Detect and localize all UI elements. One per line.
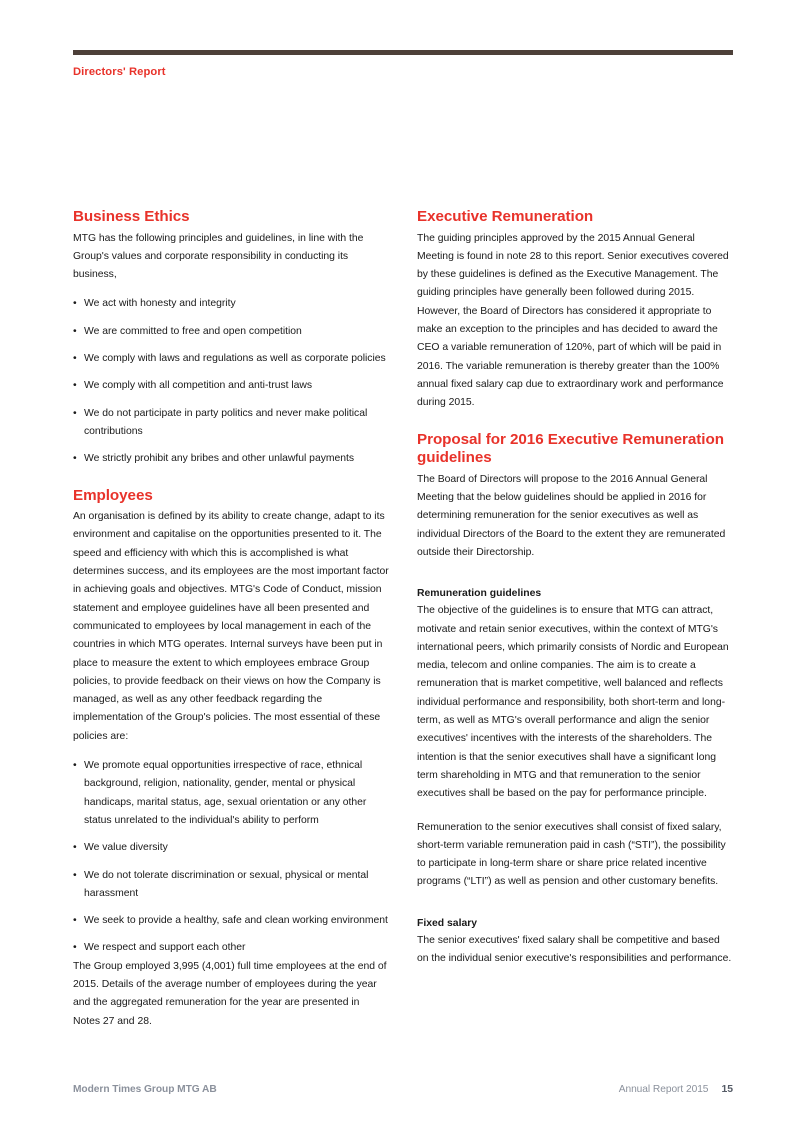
- list-item: [73, 867, 389, 904]
- fixed-salary-paragraph: The senior executives' fixed salary shall be competitive and based on the individual senior executive's responsibilities and performance.: [417, 934, 732, 964]
- business-ethics-bullet-list: [73, 295, 389, 468]
- page-footer: [73, 1084, 733, 1098]
- list-item-text: We strictly prohibit any bribes and other unlawful payments: [84, 453, 355, 465]
- bullet-point-icon: •: [73, 869, 77, 881]
- list-item: [73, 295, 389, 313]
- employees-intro-paragraph: An organisation is defined by its ability to create change, adapt to its environment and capitalise on the opportunities presented to it. The speed and efficiency with which this is accomplished is what determines success, and its employees are the most important factor in achieving goals and objectives. MTG's Code of Conduct, mission statement and employee guidelines have all been presented and communicated to employees by local management in each of the countries in which MTG operates. Internal surveys have been put in place to measure the extent to which employees embrace Group policies, to provide feedback on their views on how the Company is managed, as well as any other feedback regarding the implementation of the Group's policies. The most essential of these policies are:: [73, 511, 389, 742]
- bullet-point-icon: •: [73, 407, 77, 419]
- right-column: [417, 208, 733, 1031]
- footer-right-group: [619, 1084, 733, 1095]
- list-item: [73, 450, 389, 468]
- two-column-body: [73, 208, 733, 1031]
- list-item-text: We seek to provide a healthy, safe and clean working environment: [84, 915, 388, 927]
- list-item: [73, 839, 389, 857]
- remuneration-guidelines-paragraph-1: The objective of the guidelines is to ensure that MTG can attract, motivate and retain senior executives, within the context of MTG's international peers, which primarily consists of Nordic and European media, telecom and online companies. The aim is to create a remuneration that is market competitive, well balanced and reflects individual performance and responsibility, both short-term and long-term, as well as MTG's overall performance and align the senior executives' incentives with the interests of the shareholders. The intention is that the senior executives shall have a significant long term shareholding in MTG and that remuneration to the senior executives shall be based on the pay for performance principle.: [417, 605, 729, 800]
- bullet-point-icon: •: [73, 942, 77, 954]
- list-item: [73, 323, 389, 341]
- page-header-title: Directors' Report: [73, 66, 166, 78]
- bullet-point-icon: •: [73, 915, 77, 927]
- subheading-fixed-salary: Fixed salary: [417, 917, 478, 929]
- proposal-2016-paragraph: The Board of Directors will propose to the 2016 Annual General Meeting that the below guidelines should be applied in 2016 for determining remuneration for the senior executives as well as individual Directors of the Board to the extent they are remunerated outside their Directorship.: [417, 473, 726, 558]
- list-item: [73, 939, 389, 957]
- list-item-text: We comply with laws and regulations as well as corporate policies: [84, 353, 386, 365]
- bullet-point-icon: •: [73, 325, 77, 337]
- bullet-point-icon: •: [73, 380, 77, 392]
- list-item: [73, 757, 389, 830]
- executive-remuneration-paragraph: The guiding principles approved by the 2015 Annual General Meeting is found in note 28 to this report. Senior executives covered by these guidelines is defined as the Executive Management. The guiding principles have generally been followed during 2015. However, the Board of Directors has considered it appropriate to make an exception to the principles and has decided to award the CEO a variable remuneration of 120%, part of which will be paid in 2016. The variable remuneration is thereby greater than the 100% annual fixed salary cap due to extraordinary work and performance during 2015.: [417, 232, 729, 409]
- employees-closing-paragraph: The Group employed 3,995 (4,001) full time employees at the end of 2015. Details of the average number of employees during the year and the aggregated remuneration for the year are presented in Notes 27 and 28.: [73, 960, 387, 1027]
- section-heading-proposal-2016: Proposal for 2016 Executive Remuneration guidelines: [417, 430, 724, 467]
- bullet-point-icon: •: [73, 760, 77, 772]
- footer-page-number: 15: [721, 1084, 733, 1095]
- list-item-text: We promote equal opportunities irrespective of race, ethnical background, religion, nationality, gender, mental or physical handicaps, marital status, age, sexual orientation or any other status unrelated to the individual's ability to perform: [84, 760, 367, 826]
- bullet-point-icon: •: [73, 842, 77, 854]
- list-item-text: We comply with all competition and anti-trust laws: [84, 380, 313, 392]
- section-heading-business-ethics: Business Ethics: [73, 208, 190, 225]
- section-heading-employees: Employees: [73, 486, 153, 504]
- footer-company-name: Modern Times Group MTG AB: [73, 1084, 217, 1095]
- section-heading-executive-remuneration: Executive Remuneration: [417, 208, 594, 225]
- list-item: [73, 912, 389, 930]
- list-item-text: We respect and support each other: [84, 942, 246, 954]
- footer-report-title: Annual Report 2015: [618, 1084, 709, 1095]
- subheading-remuneration-guidelines: Remuneration guidelines: [417, 588, 542, 600]
- list-item: [73, 350, 389, 368]
- list-item-text: We do not tolerate discrimination or sexual, physical or mental harassment: [84, 869, 369, 899]
- employees-bullet-list: [73, 757, 389, 958]
- left-column: [73, 208, 389, 1031]
- list-item: [73, 377, 389, 395]
- bullet-point-icon: •: [73, 298, 77, 310]
- business-ethics-intro-paragraph: MTG has the following principles and guidelines, in line with the Group's values and corporate responsibility in conducting its business,: [73, 232, 364, 281]
- list-item-text: We do not participate in party politics and never make political contributions: [84, 407, 368, 437]
- bullet-point-icon: •: [73, 453, 77, 465]
- list-item: [73, 405, 389, 442]
- remuneration-guidelines-paragraph-2: Remuneration to the senior executives shall consist of fixed salary, short-term variable remuneration paid in cash (“STI”), the possibility to participate in long-term share or share price related incentive programs (“LTI”) as well as pension and other customary benefits.: [417, 821, 726, 888]
- list-item-text: We act with honesty and integrity: [84, 298, 236, 310]
- header-divider-rule: [73, 50, 733, 55]
- list-item-text: We are committed to free and open competition: [84, 325, 302, 337]
- list-item-text: We value diversity: [84, 842, 168, 854]
- bullet-point-icon: •: [73, 353, 77, 365]
